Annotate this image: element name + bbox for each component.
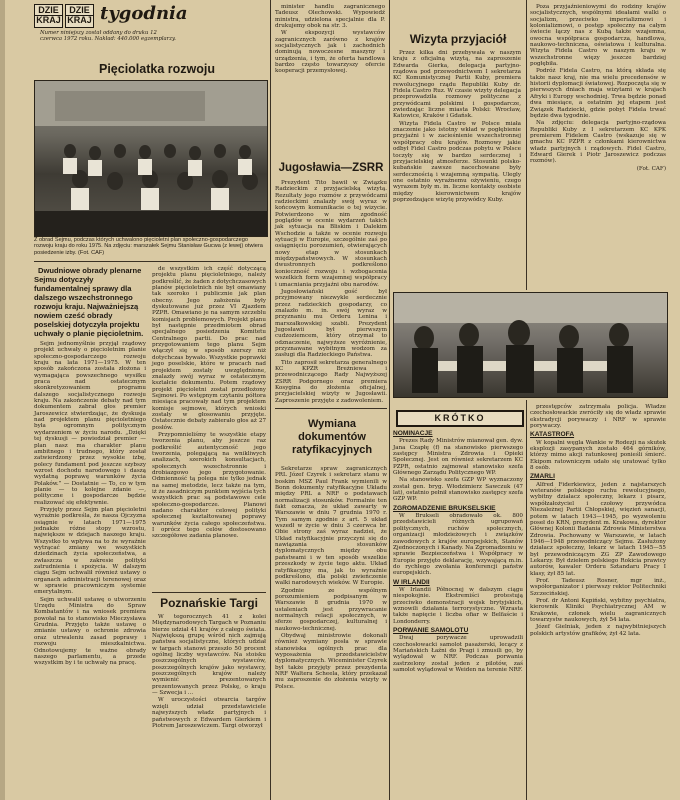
sejm-photo-caption: Z obrad Sejmu, podczas których uchwalono pięcioletni plan społeczno-gospodarczego rozwoju kraju do roku 1975. Na zdjęciu: marszałek Sejmu Stanisław Gucwa (z lewej) otwiera posiedzenie izby. (Fot. CAF) [34,237,263,256]
sejm-photo-image [35,81,267,236]
left-edge-shadow [0,0,5,800]
jugoslawia-body3: Tito zaprosił sekretarza generalnego KC KPZR Breżniewa i przewodniczącego Rady Najwyższej ZSRR Podgornego oraz premiera Kosygina do złożenia oficjalnej, przyjacielskiej wizyty w Jugosławii. Zaproszenie przyjęte z zadowoleniem. [275,359,387,404]
logo-line-1: DZIE [38,5,59,15]
article-title-wizyta: Wizyta przyjaciół [409,32,507,46]
wizyta-body: Przez kilka dni przebywała w naszym kraju z oficjalną wizytą, na zaproszenie Edwarda Gierka, delegacja partyjno-rządowa pod przewodnictwem I sekretarza KC Komunistycznej Partii Kuby, premiera rewolucyjnego rządu Republiki Kuby dr. Fidela Castro Ruz. W czasie wizyty delegacja przeprowadziła rozmowy polityczne z przywódcami polskimi i gospodarcze, zwiedzając liczne miasta Polski: Wrocław, Katowice, Kraków i Gdańsk. [393,50,522,120]
section-title: tygodnia [100,3,188,24]
krotko-text-3: W Irlandii Północnej w dalszym ciągu niespokojnie. Ekstremiści protestują przeciwko demonstracji wojsk brytyjskich, wznowili działania terrorystyczne. Wzrasta także napięcie i liczba ofiar w Belfaście i Londonderry. [393,586,523,625]
right-text-3: Prof. dr Antoni Kępiński, wybitny psychiatra, kierownik Kliniki Psychiatrycznej AM w Krakowie, członek wielu zagranicznych towarzystw naukowych, żył 54 lata. [530,597,666,623]
col-piecolatka-1 [34,266,146,800]
wizyta-cont-body2: Podróż Fidela Castro, na którą składa się także nasz kraj, nie ma wielu precedensów w historii dyplomacji światowej. Rozpoczęta się w pierwszych dniach maja wizytami w krajach Afryki i Europy wschodniej. Trwa będzie ponad dwa miesiące, a ostatnim jej etapem jest Związek Radziecki, gdzie pobyt Fidela trwać będzie dwa tygodnie. [530,68,666,119]
krotko-section-1 [393,477,523,502]
col-wizyta-cont [530,4,666,298]
section-logo [34,4,63,28]
wizyta-cont-body: Poza przyjaźnieniowymi do rodziny krajów socjalistycznych, wspólnymi ideałami walki o socjalizm, przeciwko imperializmowi i kolonializmowi, o postęp społeczny na całym świecie łączy nas z Kubą także wzajemna, owocna współpraca gospodarcza, handlowa, naukowo-techniczna, oświatowa i kulturalna. Wizyta Fidela Castro w naszym kraju w wszechstronne więzy jeszcze bardziej pogłębiła. [530,4,666,68]
right-section-3 [530,598,666,623]
right-text-0: W kopalni węgla Wankie w Rodezji na skutek eksplozji zasypanych zostało 464 górników, którzy mimo akcji ratunkowej ponieśli śmierć. Ekipom ratowniczym udało się uratować tylko 8 osób. [530,439,666,472]
piecolatka-lead: Dwudniowe obrady plenarne Sejmu dotyczyły fundamentalnej sprawy dla dalszego wszechstronnego rozwoju kraju. Najważniejszą nowiem cześć obrady poselskiej dotyczyła projektu uchwały o planie pięcioletnim. [34,266,144,338]
krotko-text-4: Dwaj porywacze uprowadzili czechosłowacki samolot pasażerski, lecący z Mariańskich Łaźni do Pragi i zmusili go, by wylądował w NRF. Podczas porwania zastrzelony został jeden z pilotów, zaś samolot wylądował w Weiden na terenie NRF. [393,635,523,674]
logo-b-line-1: DZIE [69,5,90,15]
krotko-heading: KRÓTKO [396,410,524,427]
rule-poznan [152,592,266,593]
article-title-poznan: Poznańskie Targi [160,596,258,610]
wymiana-body: Sekretarze spraw zagranicznych PRL Józef Czyrek i sekretarz stanu w boskim MSZ Paul Frank wymienili w Bonn dokumenty ratyfikacyjne Układu między PRL a NRF o podstawach normalizacji stosunków. Formalnie ten fakt oznacza, że układ zawarty w Warszawie w dniu 7 grudnia 1970 r. Tym samym zgodnie z art. 5 układ wszedł w życie w dniu 3 czerwca br. Obie strony zaś wyraz nadziei, że Układ ratyfikacyjnie przyczyni się do nawiązania stosunków dyplomatycznych między obu państwami i w ten sposób wszelkie przeszkody w życie tego aktu. Układ ratyfikacyjny ma, jak to wyraźnie podkreślono, dla polski zwieńczenie walki narodowych wieków. W Europie. [275,466,387,587]
krotko-section-3 [393,580,523,625]
krotko-head-2: ZGROMADZENIE BRUKSELSKIE [393,504,496,512]
krotko-section-0 [393,431,523,476]
col-wizyta [393,50,521,286]
col-rule-2 [389,0,390,800]
wymiana-body2: Zgodnie ze wspólnym porozumieniem podpisanym w Warszawie 8 grudnia 1970 w ustaleniach jest przywracanie normalnych relacji społecznych, w sferze gospodarczej, kulturalnej i naukowo-technicznej. [275,587,387,632]
col-wymiana [275,466,387,800]
castro-photo [393,292,668,398]
piecolatka-col1b: Przyjęty przez Sejm plan pięcioletni wyraźnie podkreśla, że nasza Ojczyzna osiągnie w latach 1971—1975 jednakże różne stopy wzrostu, największe w dziejach naszego kraju. Wszystko to wpływa na to że wyraźnie wytrącać zmiany we wszystkich dziedzinach życia społeczeństwa, a zwłaszcza w zakresie polityki zatrudnienia i spożycia. W dalszym ciągu Sejm uchwalił również ustawy o organach administracji terenowej oraz w sprawie pracowniczym systemie emerytalnym. [34,506,146,596]
right-head-0: KATASTROFA [530,431,575,439]
right-section-0 [530,432,666,471]
right-section-1 [530,474,666,577]
krotko-head-0: NOMINACJE [393,430,433,437]
sejm-photo [34,80,268,237]
col-minister [275,4,385,154]
krotko-head-3: W IRLANDII [393,578,430,586]
piecolatka-col1c: Sejm uchwalił ustawę o utworzeniu Urzędu Ministra do Spraw Kombatantów i na wniosek premiera powołał na to stanowisko Mieczysława Grudnia. Przyjęto także ustawę o zmianie ustawy o ochronie zdrowia oraz utrwaleniu zasad poprawy i rozwoju mieszkalnictwa. Odnotowujemy te ważne obrady naszego parlamentu, a przede wszystkim by i te uchwały na pracę. [34,596,146,667]
right-text-4: Józef Gielniak, jeden z najwybitniejszych polskich artystów grafików, żył 42 lata. [530,624,666,637]
col-right [530,404,666,800]
col-rule-3 [526,0,527,290]
right-section-4 [530,624,666,637]
right-text-1: Alfred Fiderkiewicz, jeden z najstarszych weteranów polskiego ruchu rewolucyjnego, wybitny działacz społeczny, lekarz i pisarz, współzałożyciel i czołowy przywódca Niezależnej Partii Chłopskiej, więzień sanacji, potem w latach 1943—1945, po wyzwoleniu poseł do KRN, prezydent m. Krakowa, dyrektor Głównej Kolonii Badania Zdrowia Ministerstwa Zdrowia. Pochowany w Warszawie, w latach 1946—1948 przewodniczący Sejmu. Zasłużony działacz społeczny, lekarz w latach 1945—55 był przewodniczącym ZG ZP Zawodowego Lekarzy. Był dziełem polskiego Rokicia prawicy autorów, kawaler Orderu Sztandaru Pracy I klasy, żył 85 lat. [530,481,666,577]
col-poznan [152,614,266,800]
article-title-piecolatka: Pięciolatka rozwoju [98,62,215,76]
issue-meta: Numer niniejszy został oddany do druku 12 czerwca 1972 roku. Nakład: 440.000 egzemplarzy. [40,30,176,42]
col-jugoslawia [275,180,387,404]
wymiana-body3: Obydwaj ministrowie dokonali również wymiany posła w sprawie stanowiska ogólnych prac dla wyposażenia przedstawicielstw dyplomatycznych. Wiceminister Czyrek był także przyjęty przez prezydenta NRF Waltera Scheela, który przekazał mu zaproszenie do złożenia wizyty w Polsce. [275,632,387,690]
wizyta-cont-body3: Na zdjęciu: delegacja partyjno-rządowa Republiki Kuby z I sekretarzem KC KPK premierem Fidelem Castro (wskazuje się w gmachu KC PZPR z członkami kierownictwa władz partyjnych i rządowych. Fidel Castro, Edward Gierek i Piotr Jaroszewicz podczas rozmów). [530,120,666,165]
piecolatka-col2b: Przypomnieliśmy te wszystkie etapy tworzenia planu, aby jeszcze raz podkreślić autentyczność jego tworzenia, polegającą na wnikliwych analizach, szerokich konsultacjach, społecznych wszechstronnie i drobiazgowo jego przygotowanie. Odmienność tą polega nie tylko jednak na samej metodzie, lecz także na tym, iż że zasadniczym punktem wyjścia tych wszystkich prac są podstawowe cele społeczno-gospodarcze. Planowi nadano charakter celowej polityki społecznej kształtowanej poprawy warunków życia całego społeczeństwa. I oprócz tego celów dostosowano szczegółowe zadania planowe. [152,431,266,540]
krotko-head-4: PORWANIE SAMOLOTU [393,626,469,634]
jugoslawia-body2: Jugosłowiański gość był przyjmowany niezwykle serdecznie przez radzieckich gospodarzy, co znalazło m. in. swój wyraz w przyznaniu mu Orderu Lenina i marszałkowskiej szabli. Prezydent Jugosławii był pierwszym cudzoziemcem, który otrzymał to odznaczenie, najwyższe wyróżnienie, przyznawane wybitnym wodzom za zasługi dla Radzieckiego Państwa. [275,288,387,359]
wizyta-cont-credit: (Fot. CAF) [636,165,666,172]
rule-wymiana [275,408,387,409]
piecolatka-col1: Sejm jednomyślnie przyjął rządowy projekt uchwały o pięcioletnim planie społeczno-gospodarczego rozwoju kraju na lata 1971—1975. W ten sposób zakończona została złożona i wymagająca powszechnego wysiłku praca nad ostatecznym skonkretyzowaniem programu dalszego socjalistycznego rozwoju kraju. Na zakończenie debaty nad tym dokumentem zabrał głos premier Jaroszewicz stwierdzając, że dyskusja nad projektem planu pięcioletniego była ogromnym politycznym wydarzeniem w życiu narodu. „Dzięki tej dyskusji — powiedział premier — plan nasz ma charakter planu ambitnego i trudnego, który został zatwierdzony przez wysokie izbę, polecy fundament pod jeszcze szybszy wzrost dochodu narodowego i daszą wydatną poprawę warunków życia Polaków.” — Dostatnie — To, co w tym planie — to kolejne zdanie —, polityczne i gospodarcze będzie realizować się efektywnie. [34,341,146,506]
section-logo-b [65,4,94,28]
logo-b-line-2: KRAJ [67,15,92,25]
castro-photo-image [394,293,667,397]
right-text-2: Prof. Tadeusz Rosner, mgr inż., współorganizator i pierwszy rektor Politechniki Szczecińskiej. [530,577,666,597]
krotko-text-1: Na stanowisko szefa GZP WP wyznaczony został gen. bryg. Włodzimierz Sawczuk (47 lat), ostatnio pełnił stanowisko zastępcy szefa GZP WP. [393,477,523,503]
col-krotko [393,428,523,800]
minister-body2: W ekspozycji wystawców zagranicznych zarówno z krajów socjalistycznych jak i zachodnich dominują nowoczesne maszyny i urządzenia, i tym, że oferta handlowa bardzo często towarzyszy ofercie kooperacji przemysłowej. [275,30,385,75]
rule-caption [34,261,266,262]
jugoslawia-body: Prezydent Tito bawił w Związku Radzieckim z przyjacielską wizytą. Rezultaty jego rozmów z przywódcami radzieckimi znalazły swój wyraz w końcowym komunikacie o tej wizycie. Potwierdzono w nim zgodność poglądów w ocenie wydarzeń takich jak sytuacja na Bliskim i Dalekim Wschodzie a także w ocenie rozwoju sytuacji w Europie, szczególnie zaś po osiągnięciu porozumień, otwierających nowy etap w stosunkach międzypaństwowych. W stosunkach dwustronnych podkreślono konieczność rozwoju i wzbogacenia wszelkich form wzajemnej współpracy i umacniania przyjaźni obu narodów. [275,180,387,288]
wizyta-body2: Wizyta Fidela Castro w Polsce miała znaczenie jako istotny wkład w pogłębienie przyjaźni i w zacieśnienie wszechstronnej współpracy obu krajów. Rozmowy jakie odbył Fidel Castro podczas pobytu w Polsce toczyły się w bardzo serdecznej i przyjacielskiej atmosferze. Stosunki polsko-kubańskie zawsze nacechowane były serdecznością i wzajemną sympatią. Ulegly one ostatnio wyraźnemu ożywieniu, czego wyrazem były m. in. liczne kontakty osobiste między kierownictwem krajów poprzedzające wizytę przywódcy Kuby. [393,120,521,203]
krotko-section-4 [393,628,523,673]
krotko-section-2 [393,506,523,577]
krotko-text-0: Prezes Rady Ministrów mianował gen. dyw. Jana Czapłę (f) na stanowisko pierwszego zastępcy Ministra Zdrowia i Opieki Społecznej. Jest on również sekretarzem KC PZPR, ostatnio zajmował stanowisko szefa Głównego Zarządu Politycznego WP. [393,438,523,477]
col-piecolatka-2 [152,266,266,590]
right-section-2 [530,578,666,597]
right-head-1: ZMARLI [530,473,555,481]
article-title-wymiana: Wymiana dokumentów ratyfikacyjnych [291,418,373,456]
poznan-body: W tegorocznych 41 z kolei Międzynarodowych Targach w Poznaniu bierze udział 41 krajów z całego świata. Największą grupę wśród nich zajmują państwa socjalistyczne, których udział w targach stanowi przeszło 50 procent ogólnej liczby wystawców. Na stoisku poszczególnych wystawców, poszczególnych krajów jako wystawcy, poszczególnych krajów należy wymienić prezentowanych prezentowanych przez Polskę, o kraju — Szwecja i ... [152,614,266,697]
col-rule-1 [270,0,271,800]
krotko-text-2: W Brukseli obradowało ok. 800 przedstawicieli różnych ugrupowań politycznych, ruchów społecznych, organizacji młodzieżowych i związków zawodowych z krajów europejskich, Stanów Zjednoczonych i Kanady. Na Zgromadzeniu w sprawie Bezpieczeństwa i Współpracy w Europie przyjęto deklarację, wzywającą m.in. do rychłego zwołania konferencji państw europejskich. [393,513,523,577]
poznan-body2: W uroczystości otwarcia targów wzięli udział przedstawiciele najwyższych władz partyjnych i państwowych z Edwardem Gierkiem i Piotrem Jaroszewiczem. Targi otworzył [152,697,266,729]
minister-body: minister handlu zagranicznego Tadeusz Olechowski. Wypowiedź ministra, udzielona specjalnie dla P. drukujemy obok na str. 3. [275,4,385,30]
piecolatka-col2: de wszystkim ich część dotyczącą projektu planu pięcioletniego, należy podkreślić, że żaden z dotychczasowych planów pięcioletnich nie był omawiany tak szeroko i publicznie jak plan obecny. Jego założenia były dyskutowane już przez VI Zjazdem PZPR. Omawiano je na samym szczeblu komisjach problemowych. Projekt planu był następnie przedmiotem obrad specjalnego posiedzenia Komitetu Centralnego partii. Do prac nad przygotowaniem tego planu Sejm włączył się w sposób szerszy niż dotychczas bywało. Wszystkie poprawki jego poselskie, które w pracach nad projektem zostały uwzględnione, znalazły swój wyraz w ostatecznym kształcie dokumentu. Potem rządowy projekt pięcioletni został przedłożony Sejmowi. Po wstępnym czytaniu półtora miesiąca pracowały nad tym projektem komisje sejmowe, których wnioski zostały w głosowaniu przyjęte. Ostatecznie debaty zabierało głos aż 27 posłów. [152,266,266,431]
logo-line-2: KRAJ [36,15,61,25]
article-title-jugoslawia: Jugosławia—ZSRR [278,162,384,174]
col-rule-4 [526,400,527,800]
right-intro: przestępców zatrzymała policja. Władze czechosłowackie zwróciły się do władz sprawie ekstradycji porywaczy i NRF w sprawie porywaczy. [530,404,666,430]
